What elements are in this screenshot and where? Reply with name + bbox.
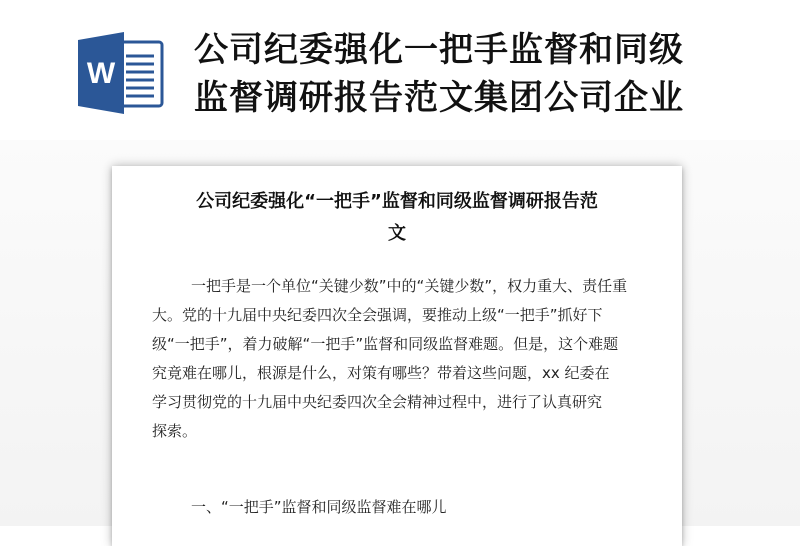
document-title-line-1: 公司纪委强化“一把手”监督和同级监督调研报告范: [196, 191, 598, 212]
document-title: [152, 186, 642, 250]
paragraph-line: 级“一把手”，着力破解“一把手”监督和同级监督难题。但是，这个难题: [152, 335, 619, 353]
paragraph-line: 探索。: [152, 422, 198, 440]
document-title-line-2: 文: [388, 223, 406, 244]
document-paragraph: [152, 272, 642, 446]
paragraph-line: 大。党的十九届中央纪委四次全会强调，要推动上级“一把手”抓好下: [152, 306, 603, 324]
word-document-icon: [74, 32, 166, 114]
paragraph-line: 究竟难在哪儿，根源是什么，对策有哪些？带着这些问题，xx 纪委在: [152, 364, 610, 382]
document-page: [112, 166, 682, 546]
page-title: [194, 26, 784, 122]
header-banner: [0, 0, 800, 150]
section-heading: 一、“一把手”监督和同级监督难在哪儿: [191, 498, 447, 516]
page-title-line-1: 公司纪委强化一把手监督和同级: [194, 30, 684, 70]
paragraph-line: 学习贯彻党的十九届中央纪委四次全会精神过程中，进行了认真研究: [152, 393, 603, 411]
page-title-line-2: 监督调研报告范文集团公司企业: [194, 78, 684, 118]
paragraph-line: 一把手是一个单位“关键少数”中的“关键少数”，权力重大、责任重: [191, 277, 628, 295]
logo-letter: W: [86, 57, 116, 90]
